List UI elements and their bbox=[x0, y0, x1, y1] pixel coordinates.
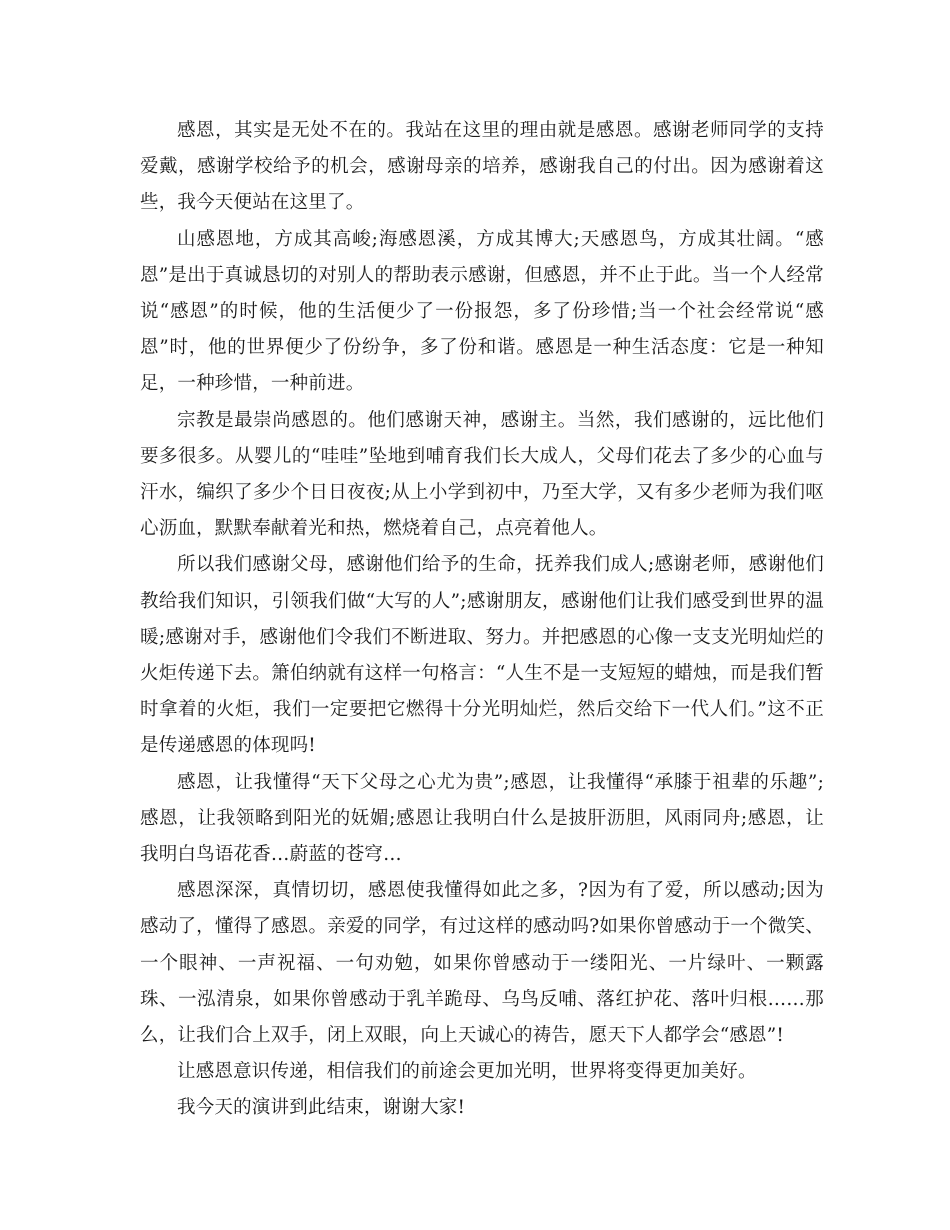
paragraph-4: 所以我们感谢父母，感谢他们给予的生命，抚养我们成人;感谢老师，感谢他们教给我们知识，引领我们做“大写的人”;感谢朋友，感谢他们让我们感受到世界的温暖;感谢对手，感谢他们令我们不断进取、努力。并把感恩的心像一支支光明灿烂的火炬传递下去。箫伯纳就有这样一句格言：“人生不是一支短短的蜡烛，而是我们暂时拿着的火炬，我们一定要把它燃得十分光明灿烂，然后交给下一代人们。”这不正是传递感恩的体现吗! bbox=[140, 554, 824, 757]
paragraph-3: 宗教是最崇尚感恩的。他们感谢天神，感谢主。当然，我们感谢的，远比他们要多很多。从婴儿的“哇哇”坠地到哺育我们长大成人，父母们花去了多少的心血与汗水，编织了多少个日日夜夜;从上小学到初中，乃至大学，又有多少老师为我们呕心沥血，默默奉献着光和热，燃烧着自己，点亮着他人。 bbox=[140, 409, 824, 540]
paragraph-5: 感恩，让我懂得“天下父母之心尤为贵”;感恩，让我懂得“承膝于祖辈的乐趣”;感恩，让我领略到阳光的妩媚;感恩让我明白什么是披肝沥胆，风雨同舟;感恩，让我明白鸟语花香…蔚蓝的苍穹… bbox=[140, 771, 824, 866]
paragraph-8: 我今天的演讲到此结束，谢谢大家! bbox=[177, 1097, 466, 1119]
paragraph-1: 感恩，其实是无处不在的。我站在这里的理由就是感恩。感谢老师同学的支持爱戴，感谢学校给予的机会，感谢母亲的培养，感谢我自己的付出。因为感谢着这些，我今天便站在这里了。 bbox=[140, 120, 824, 214]
paragraph-6: 感恩深深，真情切切，感恩使我懂得如此之多，?因为有了爱，所以感动;因为感动了，懂得了感恩。亲爱的同学，有过这样的感动吗?如果你曾感动于一个微笑、一个眼神、一声祝福、一句劝勉，如果你曾感动于一缕阳光、一片绿叶、一颗露珠、一泓清泉，如果你曾感动于乳羊跪母、乌鸟反哺、落红护花、落叶归根……那么，让我们合上双手，闭上双眼，向上天诚心的祷告，愿天下人都学会“感恩”! bbox=[140, 880, 824, 1047]
speech-body bbox=[140, 113, 824, 1127]
paragraph-7: 让感恩意识传递，相信我们的前途会更加光明，世界将变得更加美好。 bbox=[177, 1061, 757, 1083]
paragraph-2: 山感恩地，方成其高峻;海感恩溪，方成其博大;天感恩鸟，方成其壮阔。“感恩”是出于真诚恳切的对别人的帮助表示感谢，但感恩，并不止于此。当一个人经常说“感恩”的时候，他的生活便少了一份报怨，多了份珍惜;当一个社会经常说“感恩”时，他的世界便少了份纷争，多了份和谐。感恩是一种生活态度：它是一种知足，一种珍惜，一种前进。 bbox=[140, 228, 824, 395]
